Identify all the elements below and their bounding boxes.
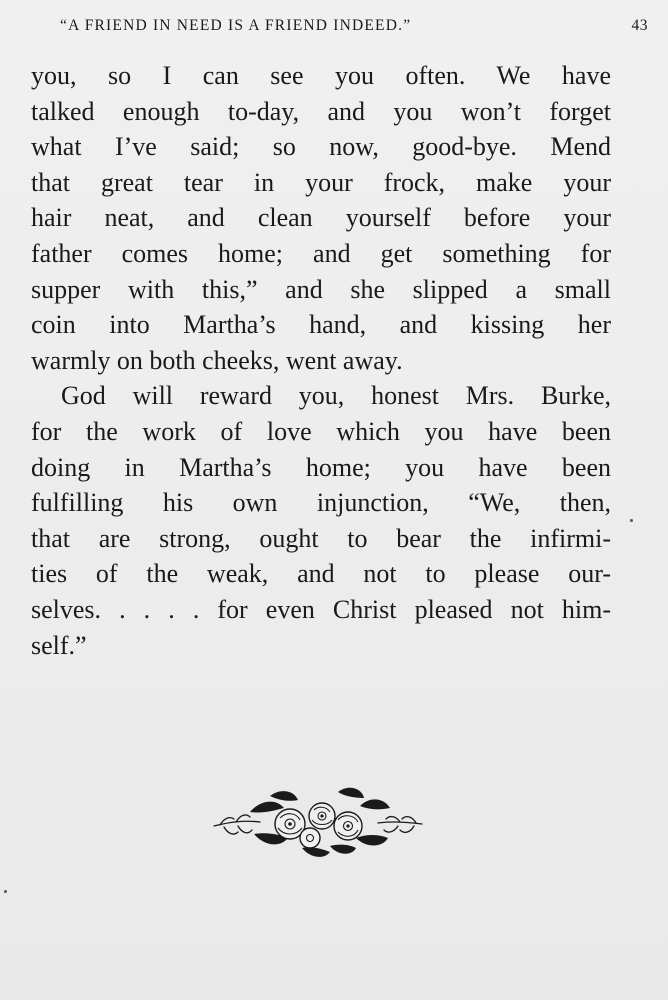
text-line: talked enough to-day, and you won’t forget [31, 96, 611, 126]
text-line: self.” [31, 630, 87, 660]
running-head-title: “A FRIEND IN NEED IS A FRIEND INDEED.” [60, 17, 412, 34]
floral-tailpiece-icon [210, 782, 426, 864]
text-line: what I’ve said; so now, good-bye. Mend [31, 132, 611, 162]
text-line: warmly on both cheeks, went away. [31, 345, 403, 375]
print-speck [4, 890, 7, 893]
text-line: fulfilling his own injunction, “We, then, [31, 488, 611, 518]
text-line: that great tear in your frock, make your [31, 167, 611, 197]
text-line: selves. . . . . for even Christ pleased not him- [31, 594, 611, 624]
page-number: 43 [631, 17, 648, 34]
text-line: that are strong, ought to bear the infirmi- [31, 523, 611, 553]
body-text [31, 58, 611, 663]
text-line: hair neat, and clean yourself before your [31, 203, 611, 233]
text-line: coin into Martha’s hand, and kissing her [31, 310, 611, 340]
paragraph-2 [31, 378, 611, 663]
text-line: ties of the weak, and not to please our- [31, 559, 611, 589]
text-line: for the work of love which you have been [31, 416, 611, 446]
text-line: God will reward you, honest Mrs. Burke, [61, 381, 611, 411]
text-line: you, so I can see you often. We have [31, 61, 611, 90]
text-line: father comes home; and get something for [31, 238, 611, 268]
running-head [60, 12, 648, 40]
text-line: supper with this,” and she slipped a small [31, 274, 611, 304]
print-speck [630, 519, 633, 522]
text-line: doing in Martha’s home; you have been [31, 452, 611, 482]
paragraph-1 [31, 58, 611, 378]
